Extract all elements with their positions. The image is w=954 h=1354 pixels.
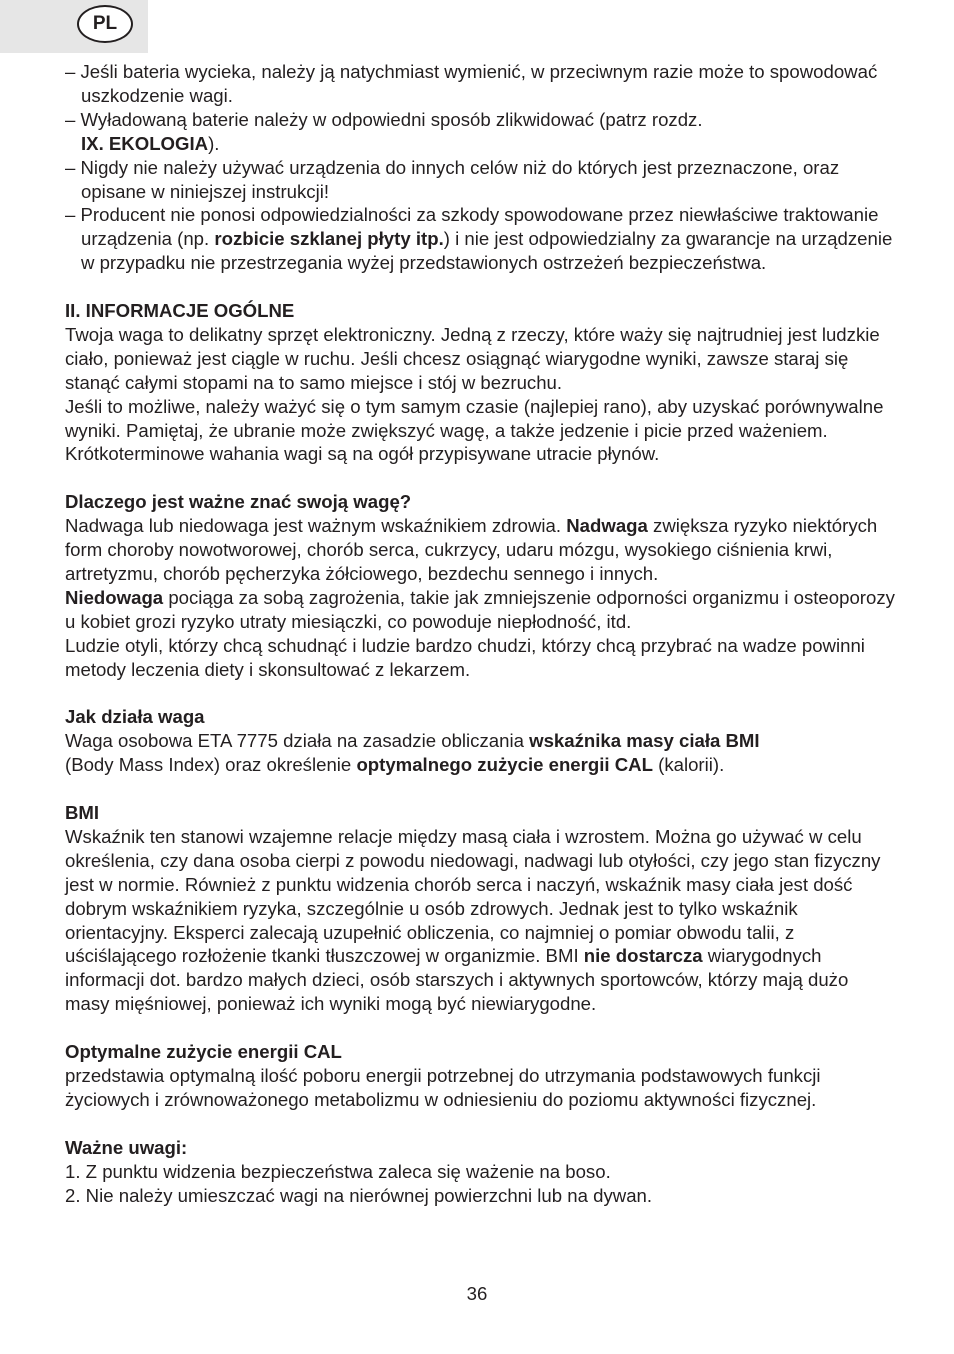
emphasis: IX. EKOLOGIA — [81, 132, 209, 154]
emphasis: nie dostarcza — [583, 945, 703, 967]
spacer — [65, 275, 895, 299]
safety-bullet: – Nigdy nie należy używać urządzenia do innych celów niż do których jest przeznaczone, oraz opisane w niniejszej instrukcji! — [65, 156, 840, 202]
safety-bullet: – Jeśli bateria wycieka, należy ją natychmiast wymienić, w przeciwnym razie może to spowodować uszkodzenie wagi. — [65, 61, 878, 106]
paragraph: Twoja waga to delikatny sprzęt elektroniczny. Jedną z rzeczy, które waży się najtrudniej jest ludzkie ciało, ponieważ jest ciągle w ruchu. Jeśli chcesz osiągnąć wiarygodne wyniki, zawsze staraj się stanąć całymi stopami na to samo miejsce i stój w bezruchu. — [65, 323, 880, 393]
section-heading: Jak działa waga — [65, 706, 205, 728]
section-heading: Ważne uwagi: — [65, 1136, 188, 1158]
language-badge: PL — [77, 5, 133, 43]
section-heading: II. INFORMACJE OGÓLNE — [65, 300, 295, 322]
paragraph: Wskaźnik ten stanowi wzajemne relacje między masą ciała i wzrostem. Można go używać w celu określenia, czy dana osoba cierpi z powodu niedowagi, nadwagi lub otyłości, czy jego stan fizyczny jest w normie. Również z punktu widzenia chorób serca i naczyń, wskaźnik masy ciała jest dość dobrym wskaźnikiem ryzyka, szczególnie u osób zdrowych. Jednak jest to tylko wskaźnik orientacyjny. Eksperci zalecają uzupełnić obliczenia, co najmniej o pomiar obwodu talii, z uściślającego rozłożenie tkanki tłuszczowej w organizmie. BMI nie dostarcza wiarygodnych informacji dot. bardzo małych dzieci, osób starszych i aktywnych sportowców, którzy mają dużo masy mięśniowej, ponieważ ich wyniki mogą być niewiarygodne. — [65, 825, 881, 1015]
list-item: 1. Z punktu widzenia bezpieczeństwa zaleca się ważenie na boso. — [65, 1160, 611, 1182]
safety-bullet: – Wyładowaną baterie należy w odpowiedni sposób zlikwidować (patrz rozdz. IX. EKOLOGIA). — [65, 108, 703, 154]
list-item: 2. Nie należy umieszczać wagi na nierównej powierzchni lub na dywan. — [65, 1184, 653, 1206]
paragraph: przedstawia optymalną ilość poboru energii potrzebnej do utrzymania podstawowych funkcji życiowych i zrównoważonego metabolizmu w odniesieniu do poziomu aktywności fizycznej. — [65, 1064, 821, 1110]
section-heading: BMI — [65, 802, 100, 824]
emphasis: wskaźnika masy ciała BMI — [529, 730, 760, 752]
page-number: 36 — [466, 1283, 488, 1304]
spacer — [65, 777, 895, 801]
emphasis: Niedowaga — [65, 586, 164, 608]
spacer — [65, 1016, 895, 1040]
paragraph: Ludzie otyli, którzy chcą schudnąć i ludzie bardzo chudzi, którzy chcą przybrać na wadze powinni metody leczenia diety i skonsultować z lekarzem. — [65, 634, 865, 680]
paragraph: Nadwaga lub niedowaga jest ważnym wskaźnikiem zdrowia. Nadwaga zwiększa ryzyko niektórych form choroby nowotworowej, chorób serca, cukrzycy, udaru mózgu, wysokiego ciśnienia krwi, artretyzmu, chorób pęcherzyka żółciowego, bezdechu sennego i innych. Niedowaga pociąga za sobą zagrożenia, takie jak zmniejszenie odporności organizmu i osteoporozy u kobiet grozi ryzyko utraty miesiączki, co powoduje niepłodność, itd. — [65, 515, 895, 632]
document-body — [65, 60, 895, 1207]
spacer — [65, 1112, 895, 1136]
language-tab — [0, 0, 148, 53]
emphasis: optymalnego zużycie energii CAL — [356, 754, 653, 776]
emphasis: rozbicie szklanej płyty itp. — [214, 228, 444, 250]
spacer — [65, 682, 895, 706]
safety-bullet: – Producent nie ponosi odpowiedzialności za szkody spowodowane przez niewłaściwe traktowanie urządzenia (np. rozbicie szklanej płyty itp.) i nie jest odpowiedzialny za gwarancje na urządzenie w przypadku nie przestrzegania wyżej przedstawionych ostrzeżeń bezpieczeństwa. — [65, 204, 893, 274]
paragraph: Waga osobowa ETA 7775 działa na zasadzie obliczania wskaźnika masy ciała BMI (Body Mass Index) oraz określenie optymalnego zużycie energii CAL (kalorii). — [65, 730, 760, 776]
section-heading: Optymalne zużycie energii CAL — [65, 1041, 342, 1063]
paragraph: Jeśli to możliwe, należy ważyć się o tym samym czasie (najlepiej rano), aby uzyskać porównywalne wyniki. Pamiętaj, że ubranie może zwiększyć wagę, a także jedzenie i picie przed ważeniem. Krótkoterminowe wahania wagi są na ogół przypisywane utracie płynów. — [65, 395, 884, 465]
emphasis: Nadwaga — [566, 515, 648, 537]
spacer — [65, 466, 895, 490]
section-heading: Dlaczego jest ważne znać swoją wagę? — [65, 491, 412, 513]
